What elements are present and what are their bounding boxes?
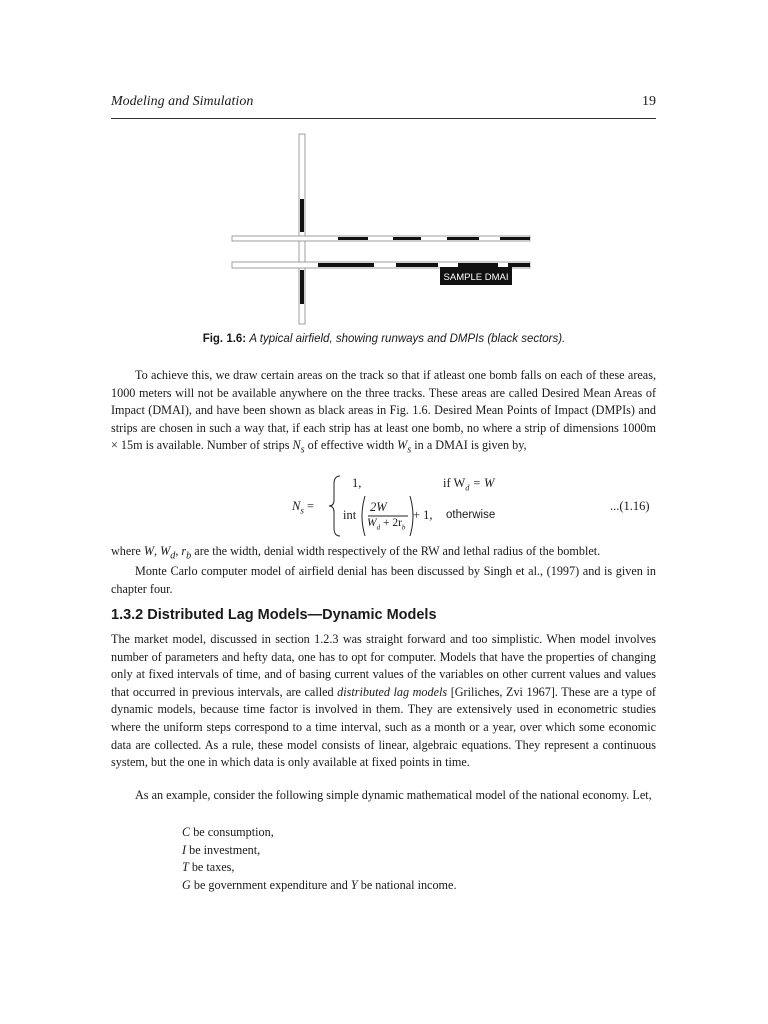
case1-condition (443, 476, 494, 493)
equation-lhs-sub: s (300, 505, 304, 516)
symbol-ns-sub: s (300, 444, 305, 456)
paragraph-market-b: [Griliches, Zvi 1967]. These are a type of dynamic models, because time factor is involved in them. They are extensively used in econometric studies where the uniform steps correspond to a time interval, such as a month or a year, over which some economic data are collected. As a rule, these model consists of linear, algebraic equations. They represent a continuous system, but the one in which data is only available at fixed points in time. (111, 684, 656, 770)
airfield-figure (0, 0, 768, 330)
definition-t-text: be taxes, (188, 860, 235, 875)
definition-list (182, 824, 457, 894)
paragraph-dmai (111, 367, 656, 459)
definition-c-text: be consumption, (190, 825, 274, 839)
where-post: are the width, denial width respectively of the RW and lethal radius of the bomblet. (191, 544, 601, 558)
horizontal-runway-top (232, 236, 530, 241)
symbol-w: W (143, 544, 154, 558)
equation-equals: = (306, 499, 315, 513)
fraction-denominator (367, 517, 405, 531)
definition-t-symbol: T (182, 860, 189, 875)
int-label: int (343, 508, 357, 522)
denominator-w-sub: d (376, 523, 381, 532)
definition-i (182, 842, 457, 860)
symbol-ns: N (292, 438, 301, 453)
equation-lhs-symbol: N (292, 499, 301, 513)
running-title: Modeling and Simulation (111, 94, 254, 109)
section-heading: 1.3.2 Distributed Lag Models—Dynamic Models (111, 607, 437, 623)
fraction-numerator: 2W (370, 500, 387, 514)
symbol-wd-sub: d (170, 550, 176, 562)
where-sep1: , (153, 544, 161, 558)
definition-y-symbol: Y (350, 877, 358, 892)
paragraph-market-a: The market model, discussed in section 1.2.3 was straight forward and too simplistic. When model involves number of parameters and hefty data, one has to opt for computer. Models that have the properties of changing only at fixed intervals of time, and of basing current values of the variables on other current values and values that occurred in previous intervals, are called (111, 632, 656, 699)
denominator-rest: + 2r (380, 517, 402, 529)
definition-g (182, 877, 457, 895)
equation-brace (326, 474, 346, 538)
definition-g-symbol: G (182, 877, 191, 892)
denominator-r-sub: b (401, 523, 406, 532)
definition-i-symbol: I (182, 842, 187, 857)
definition-i-text: be investment, (186, 842, 261, 857)
sample-dmai-label (440, 267, 512, 285)
where-line (111, 543, 656, 565)
paragraph-example: As an example, consider the following simple dynamic mathematical model of the national economy. Let, (135, 788, 652, 802)
case1-cond-rest: = W (469, 476, 495, 490)
figure-caption (0, 333, 768, 345)
definition-c (182, 824, 457, 842)
case1-cond-sub: d (465, 483, 470, 493)
case2-condition: otherwise (446, 509, 496, 521)
symbol-ws-sub: s (407, 444, 412, 456)
where-sep2: , (175, 544, 182, 558)
definition-c-symbol: C (182, 825, 191, 839)
case1-cond-text: if W (443, 476, 466, 490)
vertical-runway (299, 134, 305, 324)
symbol-rb: r (181, 544, 187, 558)
paragraph-dmai-text: To achieve this, we draw certain areas on the track so that if atleast one bomb falls on each of these areas, 1000 meters will not be available anywhere on the three tracks. These areas are called Desired Mean Areas of Impact (DMAI), and have been shown as black areas in Fig. 1.6. Desired Mean Points of Impact (DMPIs) and strips are chosen in such a way that, if each strip has at least one bomb, no where a strip of dimensions 1000m × 15m is available. Number of strips (111, 368, 656, 453)
definition-t (182, 859, 457, 877)
caption-text: A typical airfield, showing runways and DMPIs (black sectors). (249, 333, 566, 345)
caption-label: Fig. 1.6: (202, 333, 247, 345)
case1-value: 1, (352, 476, 362, 490)
sample-dmai-text: SAMPLE DMAI (443, 272, 509, 283)
definition-g-text: be government expenditure and (190, 877, 351, 892)
paragraph-dmai-mid: of effective width (304, 438, 398, 453)
paragraph-market-italic: distributed lag models (337, 684, 448, 699)
denominator-w: W (367, 517, 377, 529)
equation-parens (358, 494, 418, 538)
symbol-wd: W (160, 544, 171, 558)
equation-number: ...(1.16) (610, 499, 650, 513)
paragraph-dmai-end: in a DMAI is given by, (411, 438, 527, 453)
equation-lhs (292, 499, 314, 516)
where-pre: where (111, 544, 144, 558)
symbol-rb-sub: b (186, 550, 192, 562)
paragraph-market-model (111, 631, 656, 772)
page-number: 19 (642, 94, 656, 109)
paragraph-monte-carlo: Monte Carlo computer model of airfield denial has been discussed by Singh et al., (1997) and is given in chapter four. (111, 564, 656, 596)
definition-y-text: be national income. (357, 877, 457, 892)
plus-one: + 1, (413, 508, 433, 522)
symbol-ws: W (397, 438, 408, 453)
